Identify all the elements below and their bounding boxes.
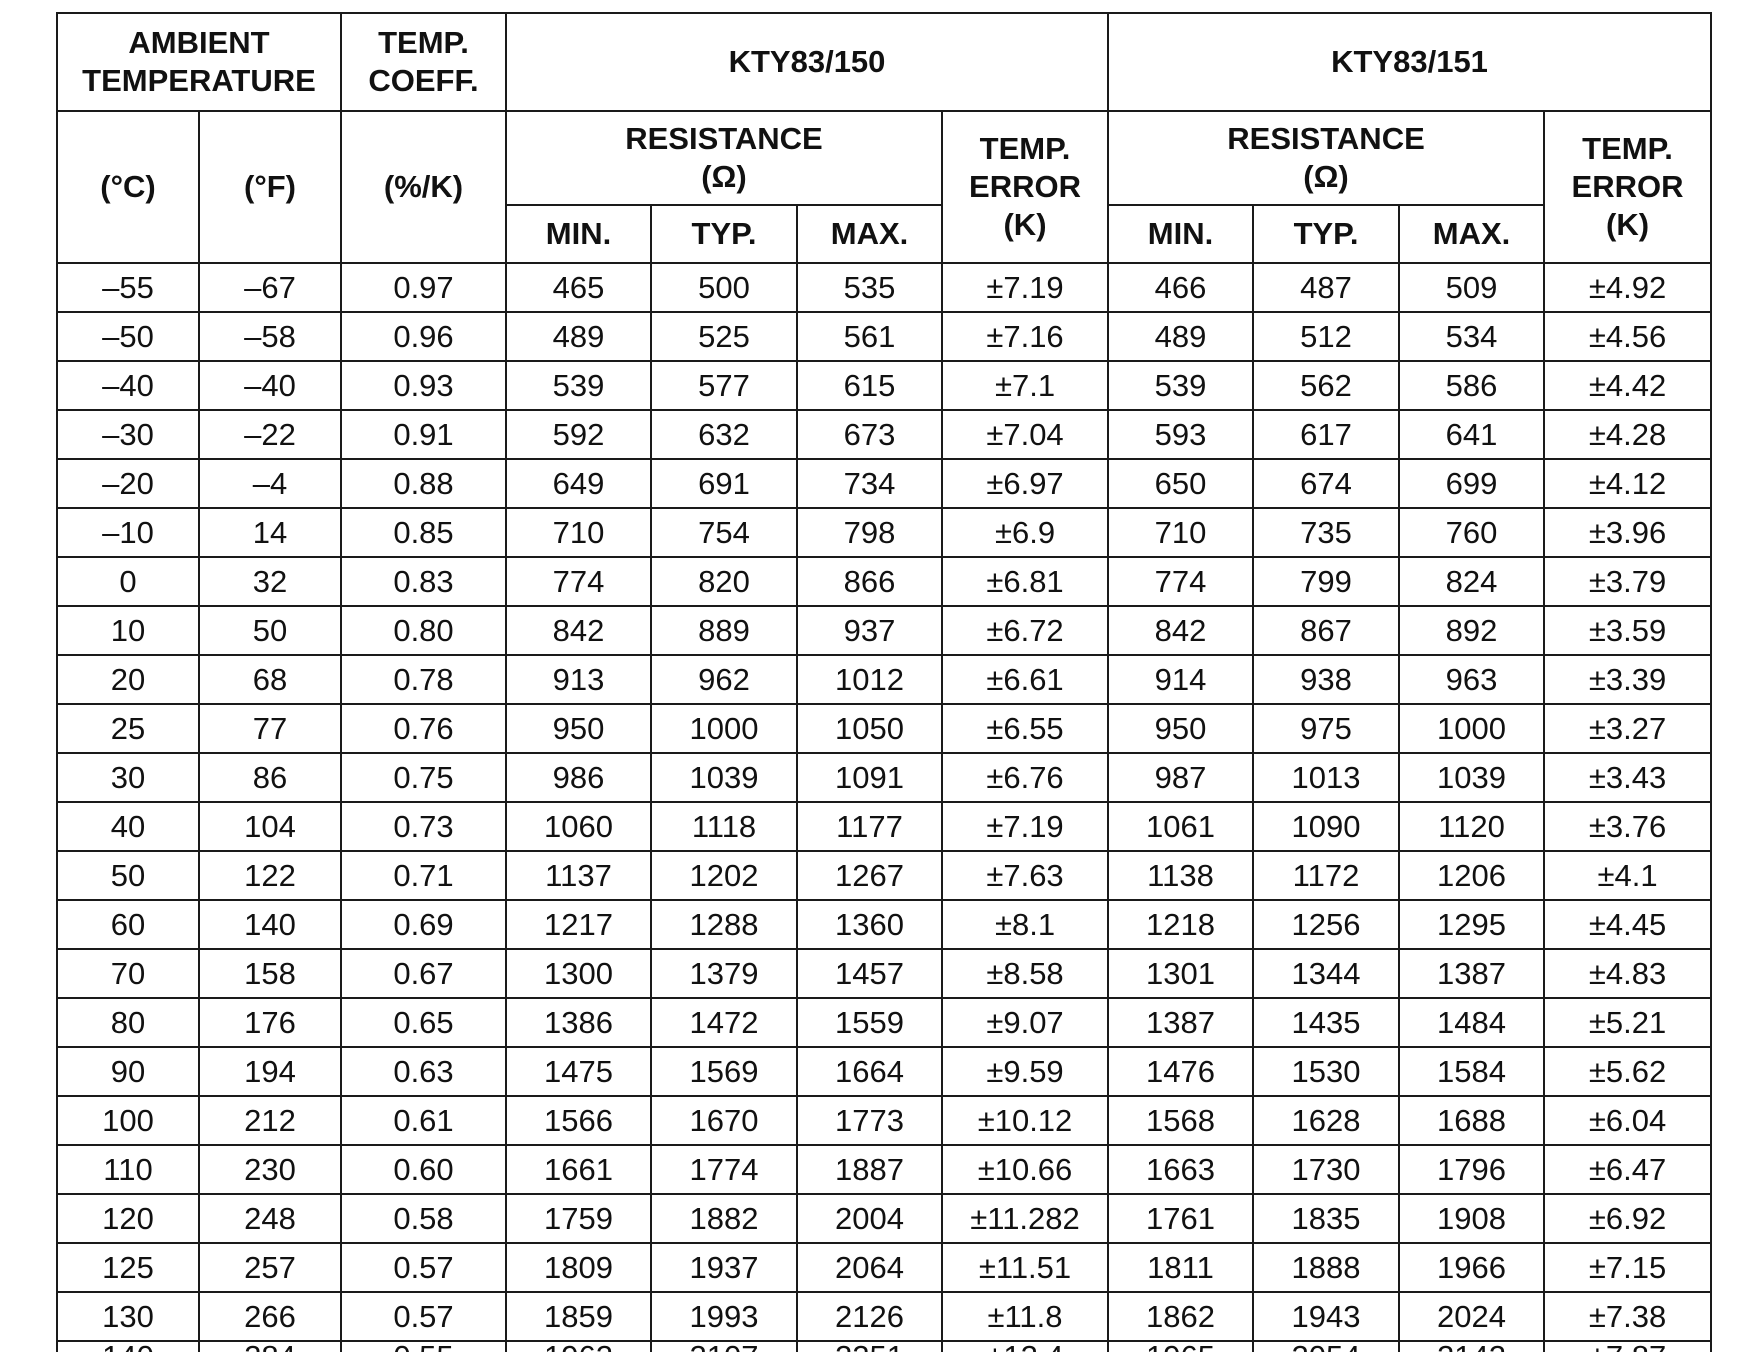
celsius-cell: 30: [57, 753, 199, 802]
min-151-cell: 950: [1108, 704, 1253, 753]
typ-151-cell: 1172: [1253, 851, 1399, 900]
min-151-cell: 987: [1108, 753, 1253, 802]
typ-151-cell: 1835: [1253, 1194, 1399, 1243]
temp-coeff-cell: 0.57: [341, 1243, 506, 1292]
min-151-cell: 1862: [1108, 1292, 1253, 1341]
table-row: [57, 1096, 1711, 1145]
table-row: [57, 361, 1711, 410]
table-row: [57, 1243, 1711, 1292]
fahrenheit-cell: 248: [199, 1194, 341, 1243]
temp-coeff-cell: 0.57: [341, 1292, 506, 1341]
typ-151-header: TYP.: [1253, 205, 1399, 263]
error-150-cell: ±7.16: [942, 312, 1108, 361]
max-150-cell: 615: [797, 361, 942, 410]
max-150-cell: 1559: [797, 998, 942, 1047]
min-151-cell: 539: [1108, 361, 1253, 410]
max-151-cell: 641: [1399, 410, 1544, 459]
fahrenheit-cell: 158: [199, 949, 341, 998]
max-151-cell: 2024: [1399, 1292, 1544, 1341]
typ-150-cell: 1118: [651, 802, 797, 851]
temp-coeff-cell: 0.58: [341, 1194, 506, 1243]
fahrenheit-cell: –67: [199, 263, 341, 312]
max-150-cell: 1050: [797, 704, 942, 753]
error-151-cell: ±4.83: [1544, 949, 1711, 998]
min-151-cell: 650: [1108, 459, 1253, 508]
fahrenheit-cell: 257: [199, 1243, 341, 1292]
error-150-cell: ±8.1: [942, 900, 1108, 949]
fahrenheit-cell: 176: [199, 998, 341, 1047]
error-150-cell: ±6.9: [942, 508, 1108, 557]
max-151-cell: 963: [1399, 655, 1544, 704]
max-150-cell: 1664: [797, 1047, 942, 1096]
fahrenheit-cell: 50: [199, 606, 341, 655]
min-150-cell: 710: [506, 508, 651, 557]
table-row: [57, 1047, 1711, 1096]
temp-coeff-cell: 0.75: [341, 753, 506, 802]
fahrenheit-cell: –22: [199, 410, 341, 459]
error-150-cell: ±6.72: [942, 606, 1108, 655]
min-150-cell: 1475: [506, 1047, 651, 1096]
min-151-cell: 1138: [1108, 851, 1253, 900]
min-150-cell: 913: [506, 655, 651, 704]
table-row: [57, 851, 1711, 900]
typ-151-cell: 975: [1253, 704, 1399, 753]
max-151-cell: 1000: [1399, 704, 1544, 753]
table-row: [57, 949, 1711, 998]
min-151-cell: 710: [1108, 508, 1253, 557]
max-150-cell: 1012: [797, 655, 942, 704]
typ-151-cell: 1090: [1253, 802, 1399, 851]
typ-151-cell: 938: [1253, 655, 1399, 704]
error-150-cell: ±8.58: [942, 949, 1108, 998]
celsius-cell: –10: [57, 508, 199, 557]
celsius-cell: 90: [57, 1047, 199, 1096]
celsius-cell: 70: [57, 949, 199, 998]
typ-150-cell: 500: [651, 263, 797, 312]
error-151-cell: ±3.96: [1544, 508, 1711, 557]
temp-coeff-cell: 0.61: [341, 1096, 506, 1145]
max-150-cell: 561: [797, 312, 942, 361]
typ-150-cell: 1882: [651, 1194, 797, 1243]
typ-151-cell: 1888: [1253, 1243, 1399, 1292]
error-151-cell: ±3.39: [1544, 655, 1711, 704]
min-150-cell: 1809: [506, 1243, 651, 1292]
min-151-cell: 1568: [1108, 1096, 1253, 1145]
celsius-cell: 80: [57, 998, 199, 1047]
max-151-cell: 699: [1399, 459, 1544, 508]
typ-150-cell: 1774: [651, 1145, 797, 1194]
error-150-cell: ±6.97: [942, 459, 1108, 508]
typ-150-cell: 1670: [651, 1096, 797, 1145]
min-150-cell: 1300: [506, 949, 651, 998]
temp-coeff-cell: 0.73: [341, 802, 506, 851]
error-151-cell: ±4.45: [1544, 900, 1711, 949]
max-151-cell: 1584: [1399, 1047, 1544, 1096]
typ-151-cell: 1435: [1253, 998, 1399, 1047]
max-150-cell: 2064: [797, 1243, 942, 1292]
typ-151-cell: 867: [1253, 606, 1399, 655]
error-150-cell: ±6.81: [942, 557, 1108, 606]
fahrenheit-cell: 77: [199, 704, 341, 753]
celsius-cell: 120: [57, 1194, 199, 1243]
min-150-cell: 842: [506, 606, 651, 655]
min-151-cell: 1218: [1108, 900, 1253, 949]
max-151-cell: 1688: [1399, 1096, 1544, 1145]
fahrenheit-header: (°F): [199, 111, 341, 263]
min-150-header: MIN.: [506, 205, 651, 263]
min-150-cell: 1566: [506, 1096, 651, 1145]
max-151-cell: 534: [1399, 312, 1544, 361]
temp-coeff-cell: 0.85: [341, 508, 506, 557]
typ-150-header: TYP.: [651, 205, 797, 263]
error-150-cell: ±7.1: [942, 361, 1108, 410]
kty83-151-header: KTY83/151: [1108, 13, 1711, 111]
min-150-cell: 539: [506, 361, 651, 410]
max-150-cell: 1177: [797, 802, 942, 851]
percent-per-kelvin-header: (%/K): [341, 111, 506, 263]
error-150-cell: ±11.8: [942, 1292, 1108, 1341]
max-150-cell: 734: [797, 459, 942, 508]
typ-150-cell: 889: [651, 606, 797, 655]
min-150-cell: 465: [506, 263, 651, 312]
celsius-cell: 10: [57, 606, 199, 655]
error-151-cell: ±4.92: [1544, 263, 1711, 312]
typ-151-cell: 487: [1253, 263, 1399, 312]
typ-150-cell: 962: [651, 655, 797, 704]
error-151-cell: ±4.28: [1544, 410, 1711, 459]
error-151-cell: ±5.62: [1544, 1047, 1711, 1096]
min-151-cell: 593: [1108, 410, 1253, 459]
error-150-cell: ±7.04: [942, 410, 1108, 459]
error-151-cell: ±3.59: [1544, 606, 1711, 655]
table-row: [57, 1145, 1711, 1194]
error-150-cell: ±6.76: [942, 753, 1108, 802]
celsius-cell: 60: [57, 900, 199, 949]
table-row: [57, 1292, 1711, 1341]
kty83-resistance-table: [56, 12, 1712, 1372]
max-151-cell: 586: [1399, 361, 1544, 410]
table-row: [57, 459, 1711, 508]
temp-coeff-cell: 0.93: [341, 361, 506, 410]
table-row: [57, 802, 1711, 851]
max-150-cell: 1887: [797, 1145, 942, 1194]
error-150-cell: ±7.19: [942, 802, 1108, 851]
error-151-cell: ±7.38: [1544, 1292, 1711, 1341]
fahrenheit-cell: –58: [199, 312, 341, 361]
temp-coeff-cell: 0.76: [341, 704, 506, 753]
temp-coeff-cell: 0.96: [341, 312, 506, 361]
fahrenheit-cell: 140: [199, 900, 341, 949]
error-150-cell: ±7.63: [942, 851, 1108, 900]
max-150-cell: 1457: [797, 949, 942, 998]
typ-151-cell: 1256: [1253, 900, 1399, 949]
max-151-cell: 1039: [1399, 753, 1544, 802]
error-151-cell: ±7.15: [1544, 1243, 1711, 1292]
celsius-cell: –30: [57, 410, 199, 459]
max-151-cell: 892: [1399, 606, 1544, 655]
error-150-cell: ±6.61: [942, 655, 1108, 704]
min-151-cell: 914: [1108, 655, 1253, 704]
min-150-cell: 1661: [506, 1145, 651, 1194]
min-150-cell: 1137: [506, 851, 651, 900]
temp-coeff-cell: 0.88: [341, 459, 506, 508]
max-150-cell: 2004: [797, 1194, 942, 1243]
min-151-cell: 1811: [1108, 1243, 1253, 1292]
temp-coeff-cell: 0.97: [341, 263, 506, 312]
fahrenheit-cell: 194: [199, 1047, 341, 1096]
max-151-header: MAX.: [1399, 205, 1544, 263]
max-151-cell: 1908: [1399, 1194, 1544, 1243]
max-150-cell: 673: [797, 410, 942, 459]
page-bottom-edge: [0, 1352, 1764, 1372]
typ-150-cell: 632: [651, 410, 797, 459]
typ-150-cell: 691: [651, 459, 797, 508]
error-150-cell: ±6.55: [942, 704, 1108, 753]
error-151-cell: ±4.1: [1544, 851, 1711, 900]
min-151-cell: 774: [1108, 557, 1253, 606]
temp-coeff-cell: 0.80: [341, 606, 506, 655]
max-150-cell: 1360: [797, 900, 942, 949]
typ-150-cell: 1039: [651, 753, 797, 802]
typ-151-cell: 1344: [1253, 949, 1399, 998]
typ-151-cell: 1530: [1253, 1047, 1399, 1096]
min-150-cell: 1386: [506, 998, 651, 1047]
typ-150-cell: 1937: [651, 1243, 797, 1292]
error-151-cell: ±3.76: [1544, 802, 1711, 851]
temp-coeff-cell: 0.67: [341, 949, 506, 998]
temp-coeff-cell: 0.69: [341, 900, 506, 949]
table-row: [57, 263, 1711, 312]
max-151-cell: 509: [1399, 263, 1544, 312]
table-row: [57, 900, 1711, 949]
min-150-cell: 950: [506, 704, 651, 753]
typ-150-cell: 1000: [651, 704, 797, 753]
fahrenheit-cell: 86: [199, 753, 341, 802]
celsius-cell: 50: [57, 851, 199, 900]
typ-151-cell: 1013: [1253, 753, 1399, 802]
max-150-header: MAX.: [797, 205, 942, 263]
max-150-cell: 937: [797, 606, 942, 655]
fahrenheit-cell: –40: [199, 361, 341, 410]
celsius-header: (°C): [57, 111, 199, 263]
celsius-cell: –40: [57, 361, 199, 410]
max-151-cell: 1120: [1399, 802, 1544, 851]
fahrenheit-cell: 68: [199, 655, 341, 704]
error-151-cell: ±3.27: [1544, 704, 1711, 753]
max-151-cell: 1484: [1399, 998, 1544, 1047]
table-body: [57, 263, 1711, 1372]
typ-151-cell: 617: [1253, 410, 1399, 459]
min-151-header: MIN.: [1108, 205, 1253, 263]
celsius-cell: –55: [57, 263, 199, 312]
ambient-temperature-header: AMBIENT TEMPERATURE: [57, 13, 341, 111]
table-row: [57, 998, 1711, 1047]
error-150-cell: ±9.07: [942, 998, 1108, 1047]
max-151-cell: 1206: [1399, 851, 1544, 900]
typ-150-cell: 1202: [651, 851, 797, 900]
table-row: [57, 1194, 1711, 1243]
temp-error-150-header: TEMP. ERROR (K): [942, 111, 1108, 263]
min-150-cell: 1859: [506, 1292, 651, 1341]
fahrenheit-cell: 14: [199, 508, 341, 557]
table-row: [57, 312, 1711, 361]
min-151-cell: 1387: [1108, 998, 1253, 1047]
typ-151-cell: 512: [1253, 312, 1399, 361]
error-151-cell: ±5.21: [1544, 998, 1711, 1047]
temp-coeff-cell: 0.71: [341, 851, 506, 900]
typ-150-cell: 754: [651, 508, 797, 557]
table-header: [57, 13, 1711, 263]
max-150-cell: 2126: [797, 1292, 942, 1341]
typ-150-cell: 1288: [651, 900, 797, 949]
min-151-cell: 466: [1108, 263, 1253, 312]
min-151-cell: 489: [1108, 312, 1253, 361]
max-150-cell: 1773: [797, 1096, 942, 1145]
typ-151-cell: 1730: [1253, 1145, 1399, 1194]
table-row: [57, 704, 1711, 753]
max-151-cell: 1387: [1399, 949, 1544, 998]
typ-151-cell: 1943: [1253, 1292, 1399, 1341]
min-151-cell: 1061: [1108, 802, 1253, 851]
table-row: [57, 655, 1711, 704]
max-150-cell: 535: [797, 263, 942, 312]
error-151-cell: ±4.42: [1544, 361, 1711, 410]
error-151-cell: ±6.04: [1544, 1096, 1711, 1145]
max-151-cell: 1295: [1399, 900, 1544, 949]
typ-150-cell: 1379: [651, 949, 797, 998]
max-150-cell: 866: [797, 557, 942, 606]
max-151-cell: 1966: [1399, 1243, 1544, 1292]
celsius-cell: 110: [57, 1145, 199, 1194]
temp-coeff-cell: 0.78: [341, 655, 506, 704]
typ-151-cell: 562: [1253, 361, 1399, 410]
min-151-cell: 1476: [1108, 1047, 1253, 1096]
error-150-cell: ±11.282: [942, 1194, 1108, 1243]
celsius-cell: 25: [57, 704, 199, 753]
celsius-cell: 100: [57, 1096, 199, 1145]
max-150-cell: 1091: [797, 753, 942, 802]
typ-150-cell: 1472: [651, 998, 797, 1047]
table-row: [57, 557, 1711, 606]
error-151-cell: ±3.79: [1544, 557, 1711, 606]
celsius-cell: 0: [57, 557, 199, 606]
celsius-cell: 130: [57, 1292, 199, 1341]
max-150-cell: 798: [797, 508, 942, 557]
max-151-cell: 1796: [1399, 1145, 1544, 1194]
resistance-table-container: [56, 12, 1710, 1372]
typ-151-cell: 1628: [1253, 1096, 1399, 1145]
celsius-cell: 20: [57, 655, 199, 704]
min-151-cell: 1663: [1108, 1145, 1253, 1194]
error-151-cell: ±6.47: [1544, 1145, 1711, 1194]
temp-coeff-cell: 0.83: [341, 557, 506, 606]
table-row: [57, 410, 1711, 459]
max-151-cell: 824: [1399, 557, 1544, 606]
error-151-cell: ±4.56: [1544, 312, 1711, 361]
resistance-151-header: RESISTANCE (Ω): [1108, 111, 1544, 205]
temp-error-151-header: TEMP. ERROR (K): [1544, 111, 1711, 263]
min-150-cell: 774: [506, 557, 651, 606]
kty83-150-header: KTY83/150: [506, 13, 1108, 111]
table-row: [57, 606, 1711, 655]
error-150-cell: ±11.51: [942, 1243, 1108, 1292]
typ-150-cell: 820: [651, 557, 797, 606]
fahrenheit-cell: 104: [199, 802, 341, 851]
fahrenheit-cell: 32: [199, 557, 341, 606]
typ-150-cell: 577: [651, 361, 797, 410]
max-151-cell: 760: [1399, 508, 1544, 557]
celsius-cell: –20: [57, 459, 199, 508]
temp-coeff-cell: 0.91: [341, 410, 506, 459]
min-151-cell: 1761: [1108, 1194, 1253, 1243]
error-150-cell: ±9.59: [942, 1047, 1108, 1096]
error-151-cell: ±6.92: [1544, 1194, 1711, 1243]
min-150-cell: 1217: [506, 900, 651, 949]
temp-coeff-header: TEMP. COEFF.: [341, 13, 506, 111]
fahrenheit-cell: 266: [199, 1292, 341, 1341]
celsius-cell: 125: [57, 1243, 199, 1292]
fahrenheit-cell: 212: [199, 1096, 341, 1145]
resistance-150-header: RESISTANCE (Ω): [506, 111, 942, 205]
error-150-cell: ±7.19: [942, 263, 1108, 312]
min-150-cell: 986: [506, 753, 651, 802]
min-150-cell: 1759: [506, 1194, 651, 1243]
typ-150-cell: 1993: [651, 1292, 797, 1341]
table-row: [57, 508, 1711, 557]
min-151-cell: 1301: [1108, 949, 1253, 998]
table-row: [57, 753, 1711, 802]
temp-coeff-cell: 0.63: [341, 1047, 506, 1096]
celsius-cell: –50: [57, 312, 199, 361]
temp-coeff-cell: 0.65: [341, 998, 506, 1047]
temp-coeff-cell: 0.60: [341, 1145, 506, 1194]
min-151-cell: 842: [1108, 606, 1253, 655]
typ-150-cell: 525: [651, 312, 797, 361]
typ-151-cell: 735: [1253, 508, 1399, 557]
min-150-cell: 1060: [506, 802, 651, 851]
fahrenheit-cell: –4: [199, 459, 341, 508]
min-150-cell: 592: [506, 410, 651, 459]
typ-151-cell: 674: [1253, 459, 1399, 508]
error-150-cell: ±10.12: [942, 1096, 1108, 1145]
fahrenheit-cell: 122: [199, 851, 341, 900]
error-151-cell: ±4.12: [1544, 459, 1711, 508]
min-150-cell: 489: [506, 312, 651, 361]
error-151-cell: ±3.43: [1544, 753, 1711, 802]
error-150-cell: ±10.66: [942, 1145, 1108, 1194]
typ-151-cell: 799: [1253, 557, 1399, 606]
typ-150-cell: 1569: [651, 1047, 797, 1096]
max-150-cell: 1267: [797, 851, 942, 900]
min-150-cell: 649: [506, 459, 651, 508]
fahrenheit-cell: 230: [199, 1145, 341, 1194]
celsius-cell: 40: [57, 802, 199, 851]
